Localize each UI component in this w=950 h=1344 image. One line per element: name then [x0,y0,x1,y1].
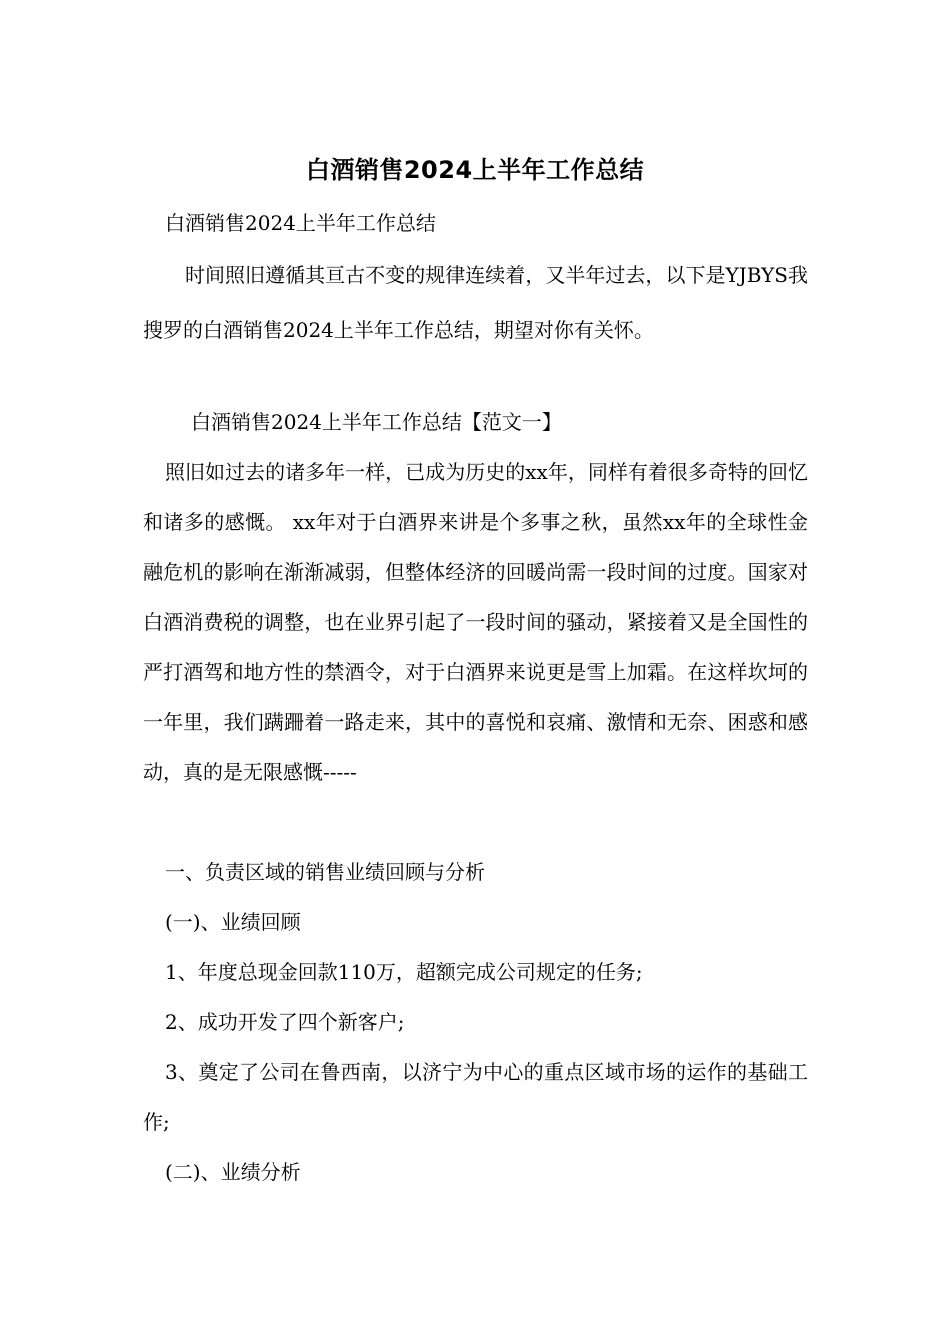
list-item-3: 3、奠定了公司在鲁西南，以济宁为中心的重点区域市场的运作的基础工作; [143,1060,808,1134]
subsection-heading-1: (一)、业绩回顾 [165,910,301,934]
document-title: 白酒销售2024上半年工作总结 [305,156,645,184]
subtitle-paragraph: 白酒销售2024上半年工作总结 [165,211,436,235]
list-item-2: 2、成功开发了四个新客户; [165,1010,405,1034]
main-paragraph: 照旧如过去的诸多年一样，已成为历史的xx年，同样有着很多奇特的回忆和诸多的感慨。 xx年对于白酒界来讲是个多事之秋，虽然xx年的全球性金融危机的影响在渐渐减弱，但整体经济的回暖尚需一段时间的过度。国家对白酒消费税的调整，也在业界引起了一段时间的骚动，紧接着又是全国性的严打酒驾和地方性的禁酒令，对于白酒界来说更是雪上加霜。在这样坎坷的一年里，我们蹒跚着一路走来，其中的喜悦和哀痛、激情和无奈、困惑和感动，真的是无限感慨----- [143,460,808,784]
section-heading-1: 一、负责区域的销售业绩回顾与分析 [165,860,485,884]
list-item-1: 1、年度总现金回款110万，超额完成公司规定的任务; [165,960,643,984]
intro-paragraph: 时间照旧遵循其亘古不变的规律连续着，又半年过去，以下是YJBYS我搜罗的白酒销售2024上半年工作总结，期望对你有关怀。 [143,263,808,342]
subsection-heading-2: (二)、业绩分析 [165,1160,301,1184]
sample-heading: 白酒销售2024上半年工作总结【范文一】 [191,410,562,434]
